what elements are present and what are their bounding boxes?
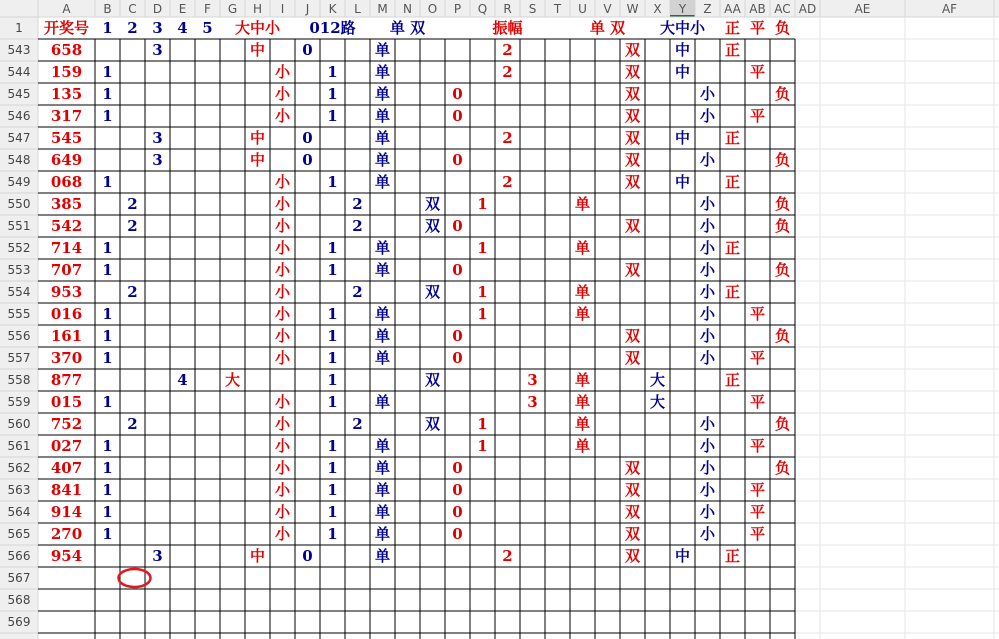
cell-i-564[interactable]: 小 bbox=[274, 503, 291, 521]
cell-a-562[interactable]: 407 bbox=[50, 459, 83, 477]
cell-ab-559[interactable]: 平 bbox=[749, 393, 766, 411]
cell-m-546[interactable]: 单 bbox=[374, 107, 391, 125]
cell-a-549[interactable]: 068 bbox=[50, 173, 83, 191]
cell-h-566[interactable]: 中 bbox=[249, 547, 266, 565]
cell-u-559[interactable]: 单 bbox=[574, 393, 591, 411]
row-header-558[interactable]: 558 bbox=[7, 373, 31, 387]
column-header-bar bbox=[0, 0, 999, 17]
row-header-1[interactable]: 1 bbox=[15, 21, 23, 35]
cell-m-559[interactable]: 单 bbox=[374, 393, 391, 411]
row-header-544[interactable]: 544 bbox=[7, 65, 31, 79]
cell-z-550[interactable]: 小 bbox=[699, 195, 716, 213]
cell-k-562[interactable]: 1 bbox=[327, 459, 338, 477]
cell-p-565[interactable]: 0 bbox=[452, 525, 463, 543]
row-header-567[interactable]: 567 bbox=[7, 571, 31, 585]
cell-p-551[interactable]: 0 bbox=[452, 217, 463, 235]
cell-b-552[interactable]: 1 bbox=[102, 239, 113, 257]
cell-a-563[interactable]: 841 bbox=[50, 481, 83, 499]
cell-d-566[interactable]: 3 bbox=[152, 547, 163, 565]
cell-g-558[interactable]: 大 bbox=[224, 371, 241, 389]
cell-m-561[interactable]: 单 bbox=[374, 437, 391, 455]
cell-q-552[interactable]: 1 bbox=[477, 239, 488, 257]
cell-x-558[interactable]: 大 bbox=[649, 371, 666, 389]
cell-z-555[interactable]: 小 bbox=[699, 305, 716, 323]
cell-m-547[interactable]: 单 bbox=[374, 129, 391, 147]
cell-o-554[interactable]: 双 bbox=[424, 283, 441, 301]
header-cell-ab: 平 bbox=[749, 19, 766, 37]
cell-k-544[interactable]: 1 bbox=[327, 63, 338, 81]
cell-u-561[interactable]: 单 bbox=[574, 437, 591, 455]
cell-q-560[interactable]: 1 bbox=[477, 415, 488, 433]
cell-w-563[interactable]: 双 bbox=[624, 481, 641, 499]
cell-ab-555[interactable]: 平 bbox=[749, 305, 766, 323]
row-header-549[interactable]: 549 bbox=[7, 175, 31, 189]
column-header-p[interactable]: P bbox=[453, 2, 462, 16]
column-header-u[interactable]: U bbox=[578, 2, 587, 16]
cell-i-553[interactable]: 小 bbox=[274, 261, 291, 279]
cell-l-551[interactable]: 2 bbox=[352, 217, 363, 235]
cell-i-560[interactable]: 小 bbox=[274, 415, 291, 433]
cell-j-543[interactable]: 0 bbox=[302, 41, 313, 59]
row-header-548[interactable]: 548 bbox=[7, 153, 31, 167]
column-header-af[interactable]: AF bbox=[941, 2, 958, 16]
cell-r-543[interactable]: 2 bbox=[502, 41, 513, 59]
cell-y-549[interactable]: 中 bbox=[674, 173, 691, 191]
column-header-w[interactable]: W bbox=[626, 2, 639, 16]
column-header-g[interactable]: G bbox=[227, 2, 238, 16]
cell-w-547[interactable]: 双 bbox=[624, 129, 641, 147]
header-cell-n: 单 双 bbox=[389, 19, 426, 37]
cell-o-558[interactable]: 双 bbox=[424, 371, 441, 389]
cell-s-559[interactable]: 3 bbox=[527, 393, 538, 411]
cell-aa-554[interactable]: 正 bbox=[724, 283, 741, 301]
cell-z-560[interactable]: 小 bbox=[699, 415, 716, 433]
cell-a-547[interactable]: 545 bbox=[50, 129, 83, 147]
cell-k-555[interactable]: 1 bbox=[327, 305, 338, 323]
cell-u-560[interactable]: 单 bbox=[574, 415, 591, 433]
cell-a-548[interactable]: 649 bbox=[50, 151, 83, 169]
cell-x-559[interactable]: 大 bbox=[649, 393, 666, 411]
column-header-ac[interactable]: AC bbox=[774, 2, 791, 16]
row-header-554[interactable]: 554 bbox=[7, 285, 31, 299]
cell-z-546[interactable]: 小 bbox=[699, 107, 716, 125]
cell-k-546[interactable]: 1 bbox=[327, 107, 338, 125]
column-header-e[interactable]: E bbox=[178, 2, 187, 16]
cell-w-562[interactable]: 双 bbox=[624, 459, 641, 477]
cell-b-559[interactable]: 1 bbox=[102, 393, 113, 411]
column-header-x[interactable]: X bbox=[653, 2, 662, 16]
cell-ab-544[interactable]: 平 bbox=[749, 63, 766, 81]
cell-a-566[interactable]: 954 bbox=[50, 547, 83, 565]
row-header-561[interactable]: 561 bbox=[7, 439, 31, 453]
cell-ac-548[interactable]: 负 bbox=[774, 151, 791, 169]
row-header-557[interactable]: 557 bbox=[7, 351, 31, 365]
column-header-o[interactable]: O bbox=[427, 2, 438, 16]
cell-i-559[interactable]: 小 bbox=[274, 393, 291, 411]
cell-b-556[interactable]: 1 bbox=[102, 327, 113, 345]
cell-i-562[interactable]: 小 bbox=[274, 459, 291, 477]
column-header-t[interactable]: T bbox=[553, 2, 562, 16]
header-cell-d: 3 bbox=[152, 19, 163, 37]
cell-m-562[interactable]: 单 bbox=[374, 459, 391, 477]
cell-c-560[interactable]: 2 bbox=[127, 415, 138, 433]
cell-p-557[interactable]: 0 bbox=[452, 349, 463, 367]
cell-i-557[interactable]: 小 bbox=[274, 349, 291, 367]
cell-m-566[interactable]: 单 bbox=[374, 547, 391, 565]
column-header-s[interactable]: S bbox=[528, 2, 537, 16]
cell-ac-562[interactable]: 负 bbox=[774, 459, 791, 477]
cell-y-566[interactable]: 中 bbox=[674, 547, 691, 565]
cell-m-549[interactable]: 单 bbox=[374, 173, 391, 191]
row-header-560[interactable]: 560 bbox=[7, 417, 31, 431]
cell-m-565[interactable]: 单 bbox=[374, 525, 391, 543]
row-header-546[interactable]: 546 bbox=[7, 109, 31, 123]
cell-h-543[interactable]: 中 bbox=[249, 41, 266, 59]
cell-a-557[interactable]: 370 bbox=[50, 349, 83, 367]
cell-b-546[interactable]: 1 bbox=[102, 107, 113, 125]
cell-b-549[interactable]: 1 bbox=[102, 173, 113, 191]
cell-i-550[interactable]: 小 bbox=[274, 195, 291, 213]
cell-a-560[interactable]: 752 bbox=[50, 415, 83, 433]
column-header-ab[interactable]: AB bbox=[749, 2, 766, 16]
cell-ac-551[interactable]: 负 bbox=[774, 217, 791, 235]
cell-ab-561[interactable]: 平 bbox=[749, 437, 766, 455]
cell-a-552[interactable]: 714 bbox=[50, 239, 83, 257]
cell-p-553[interactable]: 0 bbox=[452, 261, 463, 279]
cell-b-565[interactable]: 1 bbox=[102, 525, 113, 543]
cell-m-557[interactable]: 单 bbox=[374, 349, 391, 367]
row-header-556[interactable]: 556 bbox=[7, 329, 31, 343]
cell-ab-563[interactable]: 平 bbox=[749, 481, 766, 499]
cell-k-564[interactable]: 1 bbox=[327, 503, 338, 521]
header-cell-y: 大中小 bbox=[659, 19, 706, 37]
cell-i-561[interactable]: 小 bbox=[274, 437, 291, 455]
row-header-545[interactable]: 545 bbox=[7, 87, 31, 101]
cell-w-553[interactable]: 双 bbox=[624, 261, 641, 279]
cell-z-553[interactable]: 小 bbox=[699, 261, 716, 279]
cell-ab-546[interactable]: 平 bbox=[749, 107, 766, 125]
cell-k-556[interactable]: 1 bbox=[327, 327, 338, 345]
cell-z-562[interactable]: 小 bbox=[699, 459, 716, 477]
column-header-a[interactable]: A bbox=[62, 2, 71, 16]
row-header-543[interactable]: 543 bbox=[7, 43, 31, 57]
cell-z-565[interactable]: 小 bbox=[699, 525, 716, 543]
cell-w-556[interactable]: 双 bbox=[624, 327, 641, 345]
row-header-559[interactable]: 559 bbox=[7, 395, 31, 409]
cell-i-556[interactable]: 小 bbox=[274, 327, 291, 345]
cell-b-555[interactable]: 1 bbox=[102, 305, 113, 323]
cell-a-559[interactable]: 015 bbox=[50, 393, 83, 411]
cell-d-547[interactable]: 3 bbox=[152, 129, 163, 147]
cell-o-560[interactable]: 双 bbox=[424, 415, 441, 433]
cell-i-563[interactable]: 小 bbox=[274, 481, 291, 499]
cell-w-543[interactable]: 双 bbox=[624, 41, 641, 59]
cell-w-565[interactable]: 双 bbox=[624, 525, 641, 543]
cell-p-564[interactable]: 0 bbox=[452, 503, 463, 521]
cell-p-556[interactable]: 0 bbox=[452, 327, 463, 345]
cell-k-565[interactable]: 1 bbox=[327, 525, 338, 543]
column-header-q[interactable]: Q bbox=[477, 2, 488, 16]
cell-m-564[interactable]: 单 bbox=[374, 503, 391, 521]
cell-r-566[interactable]: 2 bbox=[502, 547, 513, 565]
cell-w-557[interactable]: 双 bbox=[624, 349, 641, 367]
cell-o-551[interactable]: 双 bbox=[424, 217, 441, 235]
cell-a-543[interactable]: 658 bbox=[50, 41, 83, 59]
cell-ac-556[interactable]: 负 bbox=[774, 327, 791, 345]
column-header-h[interactable]: H bbox=[252, 2, 263, 16]
cell-m-552[interactable]: 单 bbox=[374, 239, 391, 257]
cell-m-548[interactable]: 单 bbox=[374, 151, 391, 169]
cell-b-561[interactable]: 1 bbox=[102, 437, 113, 455]
cell-i-552[interactable]: 小 bbox=[274, 239, 291, 257]
column-header-d[interactable]: D bbox=[152, 2, 163, 16]
header-cell-v: 单 双 bbox=[589, 19, 626, 37]
cell-m-543[interactable]: 单 bbox=[374, 41, 391, 59]
cell-y-547[interactable]: 中 bbox=[674, 129, 691, 147]
cell-aa-549[interactable]: 正 bbox=[724, 173, 741, 191]
cell-o-550[interactable]: 双 bbox=[424, 195, 441, 213]
column-header-z[interactable]: Z bbox=[703, 2, 712, 16]
cell-ab-565[interactable]: 平 bbox=[749, 525, 766, 543]
cell-q-555[interactable]: 1 bbox=[477, 305, 488, 323]
column-header-r[interactable]: R bbox=[503, 2, 512, 16]
cell-l-554[interactable]: 2 bbox=[352, 283, 363, 301]
cell-b-553[interactable]: 1 bbox=[102, 261, 113, 279]
cell-z-564[interactable]: 小 bbox=[699, 503, 716, 521]
cell-aa-547[interactable]: 正 bbox=[724, 129, 741, 147]
cell-i-554[interactable]: 小 bbox=[274, 283, 291, 301]
cell-i-544[interactable]: 小 bbox=[274, 63, 291, 81]
cell-b-562[interactable]: 1 bbox=[102, 459, 113, 477]
column-header-m[interactable]: M bbox=[377, 2, 388, 16]
header-cell-ac: 负 bbox=[774, 19, 791, 37]
cell-h-547[interactable]: 中 bbox=[249, 129, 266, 147]
cell-k-549[interactable]: 1 bbox=[327, 173, 338, 191]
cell-j-566[interactable]: 0 bbox=[302, 547, 313, 565]
cell-b-545[interactable]: 1 bbox=[102, 85, 113, 103]
cell-b-557[interactable]: 1 bbox=[102, 349, 113, 367]
cell-r-549[interactable]: 2 bbox=[502, 173, 513, 191]
column-header-aa[interactable]: AA bbox=[724, 2, 741, 16]
cell-z-551[interactable]: 小 bbox=[699, 217, 716, 235]
cell-m-555[interactable]: 单 bbox=[374, 305, 391, 323]
cell-a-558[interactable]: 877 bbox=[50, 371, 83, 389]
header-cell-aa: 正 bbox=[724, 19, 741, 37]
cell-m-544[interactable]: 单 bbox=[374, 63, 391, 81]
cell-z-554[interactable]: 小 bbox=[699, 283, 716, 301]
column-header-b[interactable]: B bbox=[103, 2, 112, 16]
cell-a-545[interactable]: 135 bbox=[50, 85, 83, 103]
column-header-c[interactable]: C bbox=[128, 2, 137, 16]
header-cell-b: 1 bbox=[102, 19, 113, 37]
cell-k-557[interactable]: 1 bbox=[327, 349, 338, 367]
cell-p-545[interactable]: 0 bbox=[452, 85, 463, 103]
cell-aa-558[interactable]: 正 bbox=[724, 371, 741, 389]
cell-r-544[interactable]: 2 bbox=[502, 63, 513, 81]
cell-p-563[interactable]: 0 bbox=[452, 481, 463, 499]
cell-u-550[interactable]: 单 bbox=[574, 195, 591, 213]
cell-ac-560[interactable]: 负 bbox=[774, 415, 791, 433]
header-cell-e: 4 bbox=[177, 19, 188, 37]
cell-k-563[interactable]: 1 bbox=[327, 481, 338, 499]
cell-l-560[interactable]: 2 bbox=[352, 415, 363, 433]
row-header-552[interactable]: 552 bbox=[7, 241, 31, 255]
cell-d-543[interactable]: 3 bbox=[152, 41, 163, 59]
cell-b-544[interactable]: 1 bbox=[102, 63, 113, 81]
row-header-563[interactable]: 563 bbox=[7, 483, 31, 497]
cell-m-563[interactable]: 单 bbox=[374, 481, 391, 499]
cell-u-554[interactable]: 单 bbox=[574, 283, 591, 301]
cell-p-548[interactable]: 0 bbox=[452, 151, 463, 169]
row-header-562[interactable]: 562 bbox=[7, 461, 31, 475]
cell-a-544[interactable]: 159 bbox=[50, 63, 83, 81]
cell-q-550[interactable]: 1 bbox=[477, 195, 488, 213]
row-header-551[interactable]: 551 bbox=[7, 219, 31, 233]
column-header-ad[interactable]: AD bbox=[798, 2, 817, 16]
row-header-568[interactable]: 568 bbox=[7, 593, 31, 607]
cell-y-544[interactable]: 中 bbox=[674, 63, 691, 81]
cell-s-558[interactable]: 3 bbox=[527, 371, 538, 389]
cell-k-553[interactable]: 1 bbox=[327, 261, 338, 279]
cell-aa-543[interactable]: 正 bbox=[724, 41, 741, 59]
row-header-553[interactable]: 553 bbox=[7, 263, 31, 277]
cell-aa-566[interactable]: 正 bbox=[724, 547, 741, 565]
cell-w-545[interactable]: 双 bbox=[624, 85, 641, 103]
cell-z-548[interactable]: 小 bbox=[699, 151, 716, 169]
row-header-550[interactable]: 550 bbox=[7, 197, 31, 211]
header-cell-c: 2 bbox=[127, 19, 138, 37]
cell-ac-553[interactable]: 负 bbox=[774, 261, 791, 279]
row-header-547[interactable]: 547 bbox=[7, 131, 31, 145]
cell-h-548[interactable]: 中 bbox=[249, 151, 266, 169]
cell-w-548[interactable]: 双 bbox=[624, 151, 641, 169]
cell-a-556[interactable]: 161 bbox=[50, 327, 83, 345]
cell-k-561[interactable]: 1 bbox=[327, 437, 338, 455]
header-cell-a: 开奖号 bbox=[43, 19, 90, 37]
column-header-v[interactable]: V bbox=[603, 2, 612, 16]
cell-p-562[interactable]: 0 bbox=[452, 459, 463, 477]
cell-k-559[interactable]: 1 bbox=[327, 393, 338, 411]
cell-ac-545[interactable]: 负 bbox=[774, 85, 791, 103]
cell-i-545[interactable]: 小 bbox=[274, 85, 291, 103]
cell-z-552[interactable]: 小 bbox=[699, 239, 716, 257]
column-header-k[interactable]: K bbox=[328, 2, 337, 16]
cell-a-555[interactable]: 016 bbox=[50, 305, 83, 323]
cell-w-544[interactable]: 双 bbox=[624, 63, 641, 81]
red-ellipse-annotation bbox=[119, 569, 151, 587]
column-header-j[interactable]: J bbox=[305, 2, 310, 16]
cell-q-554[interactable]: 1 bbox=[477, 283, 488, 301]
cell-i-551[interactable]: 小 bbox=[274, 217, 291, 235]
cell-r-547[interactable]: 2 bbox=[502, 129, 513, 147]
row-header-566[interactable]: 566 bbox=[7, 549, 31, 563]
cell-ab-557[interactable]: 平 bbox=[749, 349, 766, 367]
cell-c-550[interactable]: 2 bbox=[127, 195, 138, 213]
header-cell-k: 012路 bbox=[309, 19, 356, 37]
header-cell-h: 大中小 bbox=[234, 19, 281, 37]
cell-z-545[interactable]: 小 bbox=[699, 85, 716, 103]
cell-a-546[interactable]: 317 bbox=[50, 107, 83, 125]
row-header-569[interactable]: 569 bbox=[7, 615, 31, 629]
cell-i-565[interactable]: 小 bbox=[274, 525, 291, 543]
cell-i-555[interactable]: 小 bbox=[274, 305, 291, 323]
cell-w-564[interactable]: 双 bbox=[624, 503, 641, 521]
cell-z-563[interactable]: 小 bbox=[699, 481, 716, 499]
header-cell-r: 振幅 bbox=[492, 19, 523, 37]
row-header-555[interactable]: 555 bbox=[7, 307, 31, 321]
header-cell-f: 5 bbox=[202, 19, 213, 37]
cell-d-548[interactable]: 3 bbox=[152, 151, 163, 169]
cell-w-551[interactable]: 双 bbox=[624, 217, 641, 235]
cell-k-552[interactable]: 1 bbox=[327, 239, 338, 257]
cell-a-565[interactable]: 270 bbox=[50, 525, 83, 543]
cell-z-561[interactable]: 小 bbox=[699, 437, 716, 455]
cell-i-549[interactable]: 小 bbox=[274, 173, 291, 191]
cell-k-558[interactable]: 1 bbox=[327, 371, 338, 389]
cell-ac-550[interactable]: 负 bbox=[774, 195, 791, 213]
column-header-ae[interactable]: AE bbox=[854, 2, 871, 16]
cell-m-556[interactable]: 单 bbox=[374, 327, 391, 345]
cell-a-553[interactable]: 707 bbox=[50, 261, 83, 279]
cell-u-558[interactable]: 单 bbox=[574, 371, 591, 389]
cell-a-561[interactable]: 027 bbox=[50, 437, 83, 455]
cell-i-546[interactable]: 小 bbox=[274, 107, 291, 125]
row-header-565[interactable]: 565 bbox=[7, 527, 31, 541]
column-header-y[interactable]: Y bbox=[678, 2, 687, 16]
cell-c-554[interactable]: 2 bbox=[127, 283, 138, 301]
cell-a-550[interactable]: 385 bbox=[50, 195, 83, 213]
row-header-564[interactable]: 564 bbox=[7, 505, 31, 519]
cell-w-546[interactable]: 双 bbox=[624, 107, 641, 125]
cell-a-554[interactable]: 953 bbox=[50, 283, 83, 301]
cell-e-558[interactable]: 4 bbox=[177, 371, 188, 389]
cell-b-563[interactable]: 1 bbox=[102, 481, 113, 499]
cell-w-566[interactable]: 双 bbox=[624, 547, 641, 565]
cell-j-548[interactable]: 0 bbox=[302, 151, 313, 169]
cell-m-553[interactable]: 单 bbox=[374, 261, 391, 279]
cell-c-551[interactable]: 2 bbox=[127, 217, 138, 235]
cell-u-552[interactable]: 单 bbox=[574, 239, 591, 257]
column-header-n[interactable]: N bbox=[403, 2, 412, 16]
cell-z-556[interactable]: 小 bbox=[699, 327, 716, 345]
cell-ab-564[interactable]: 平 bbox=[749, 503, 766, 521]
cell-a-564[interactable]: 914 bbox=[50, 503, 83, 521]
column-header-f[interactable]: F bbox=[204, 2, 211, 16]
cell-k-545[interactable]: 1 bbox=[327, 85, 338, 103]
cell-a-551[interactable]: 542 bbox=[50, 217, 83, 235]
cell-z-557[interactable]: 小 bbox=[699, 349, 716, 367]
column-header-i[interactable]: I bbox=[280, 2, 285, 16]
cell-y-543[interactable]: 中 bbox=[674, 41, 691, 59]
cell-l-550[interactable]: 2 bbox=[352, 195, 363, 213]
cell-aa-552[interactable]: 正 bbox=[724, 239, 741, 257]
cell-p-546[interactable]: 0 bbox=[452, 107, 463, 125]
column-header-l[interactable]: L bbox=[354, 2, 361, 16]
cell-w-549[interactable]: 双 bbox=[624, 173, 641, 191]
cell-b-564[interactable]: 1 bbox=[102, 503, 113, 521]
cell-m-545[interactable]: 单 bbox=[374, 85, 391, 103]
cell-u-555[interactable]: 单 bbox=[574, 305, 591, 323]
cell-j-547[interactable]: 0 bbox=[302, 129, 313, 147]
cell-q-561[interactable]: 1 bbox=[477, 437, 488, 455]
